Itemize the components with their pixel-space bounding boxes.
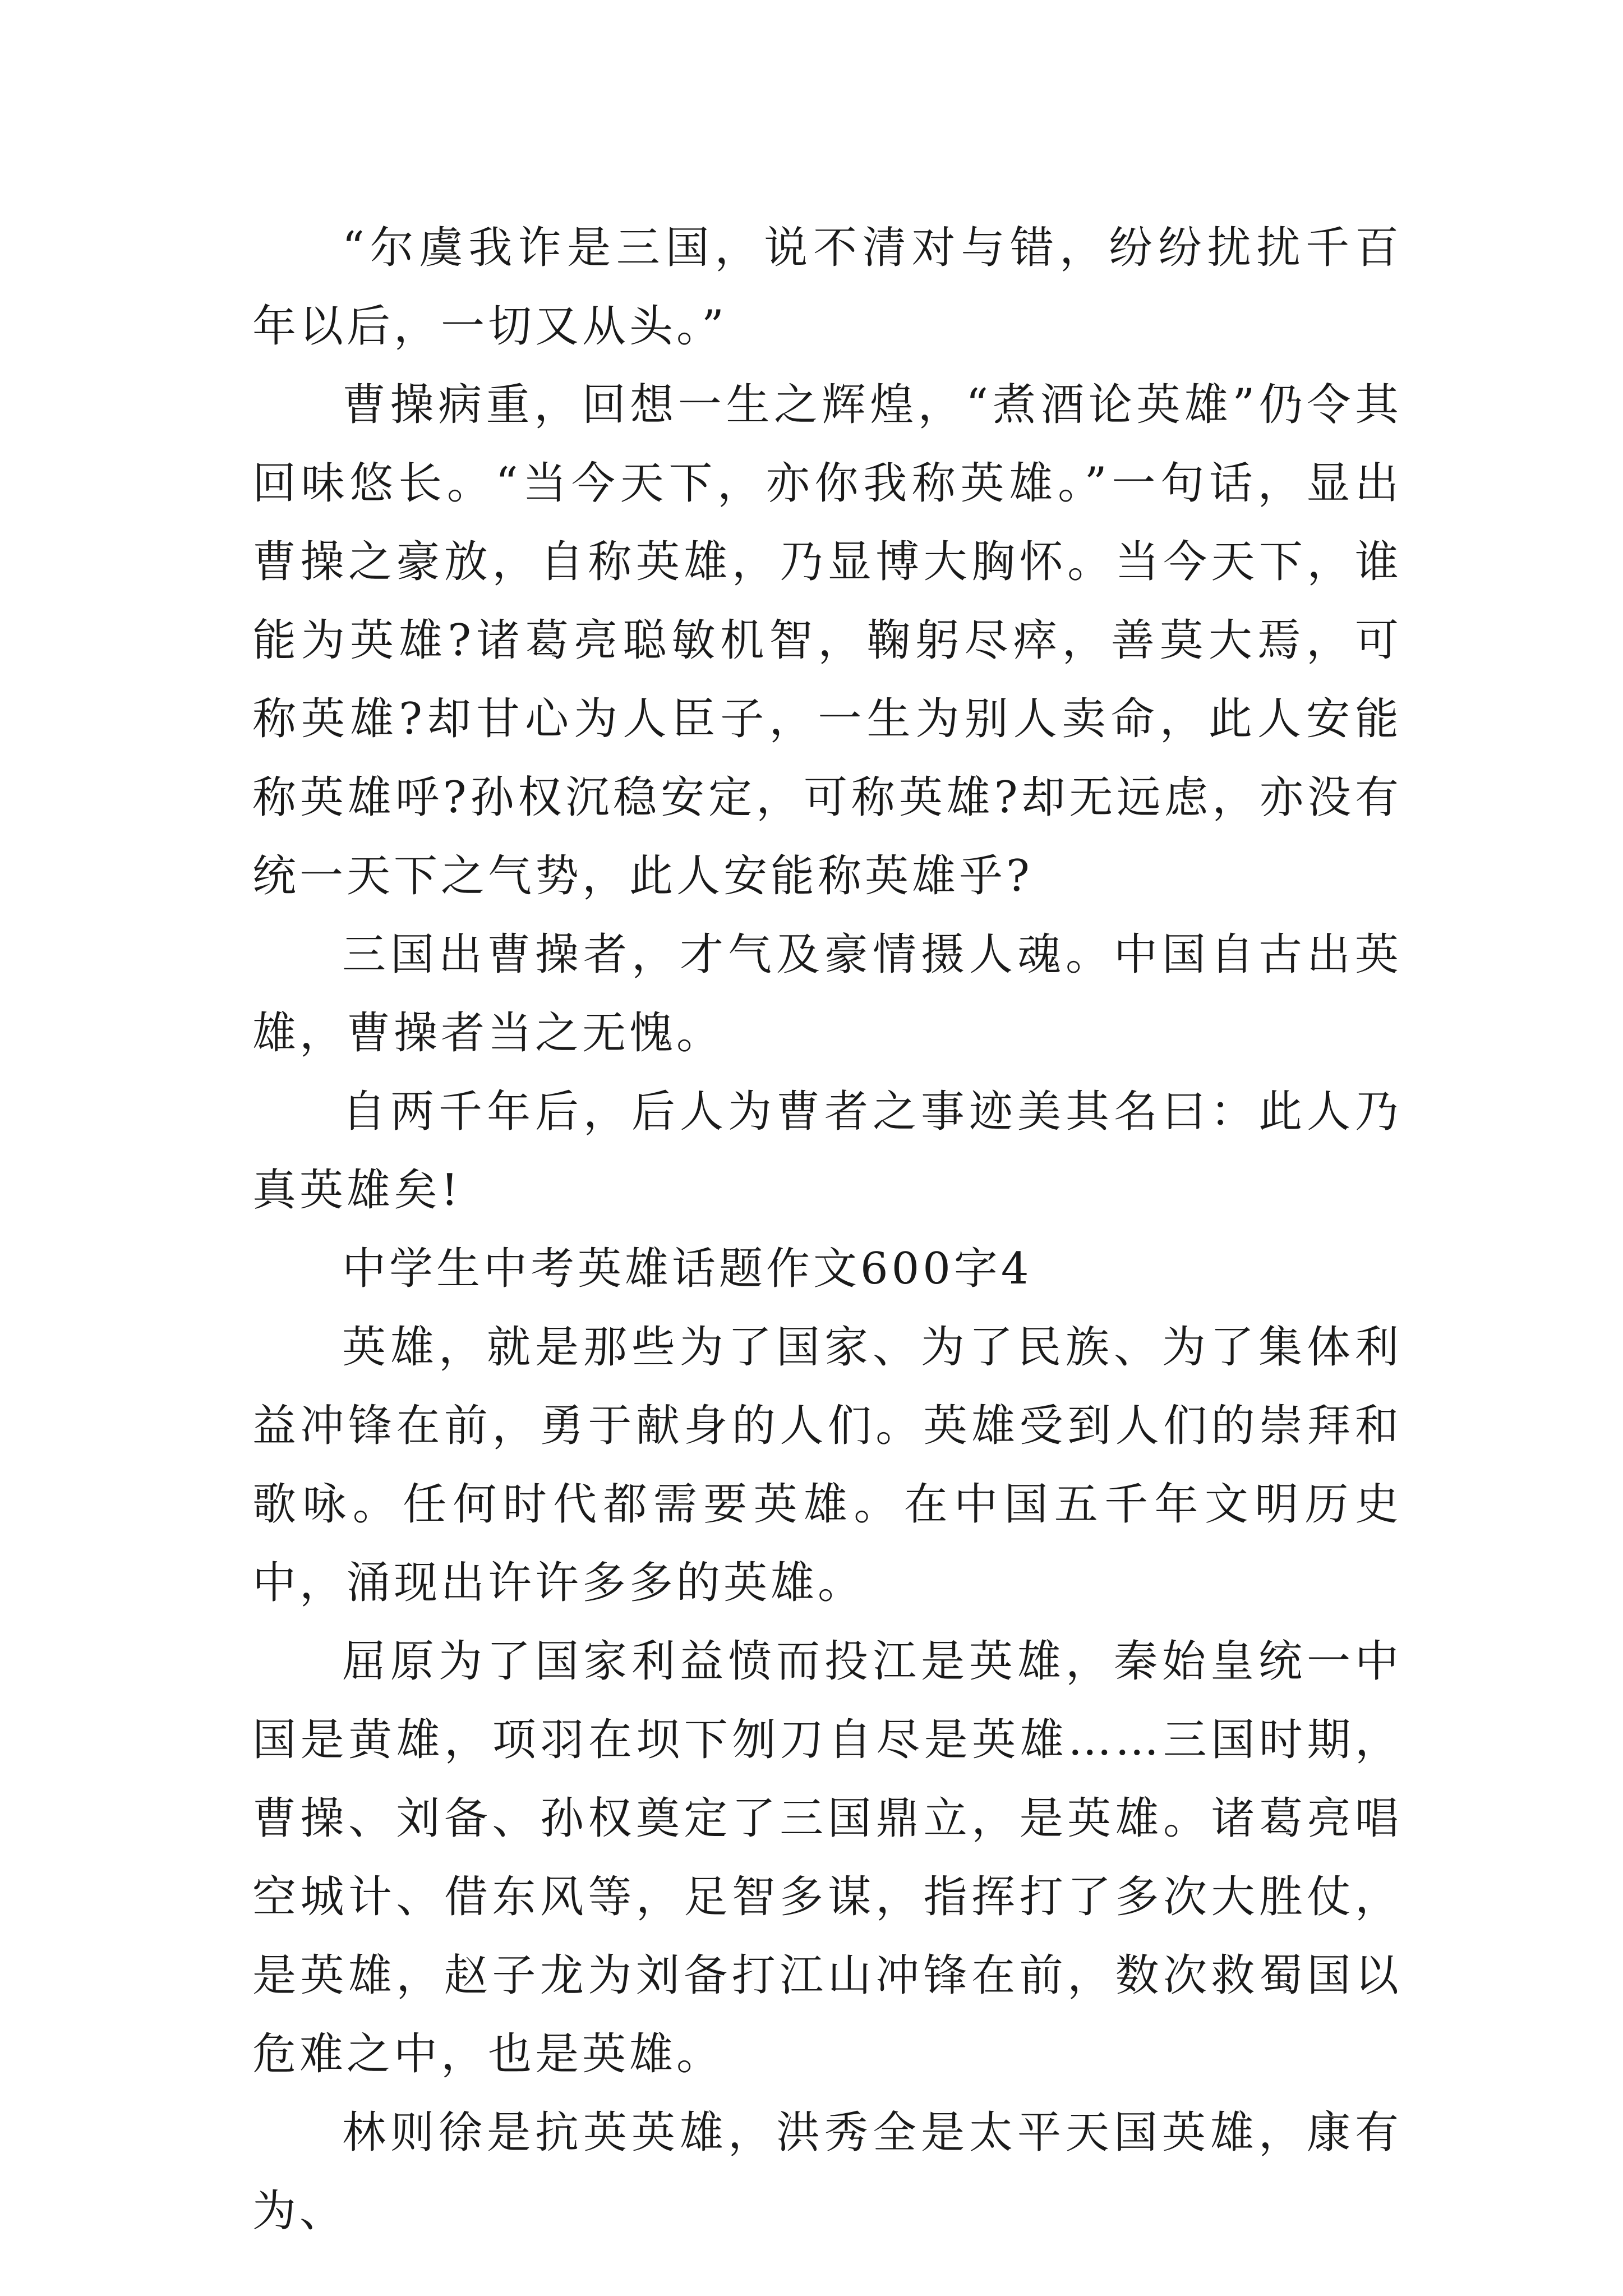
paragraph-two-thousand-years: 自两千年后，后人为曹者之事迹美其名曰：此人乃真英雄矣! — [252, 1087, 1402, 1216]
paragraph-three-kingdoms: 三国出曹操者，才气及豪情摄人魂。中国自古出英雄，曹操者当之无愧。 — [252, 930, 1402, 1059]
essay-title: 中学生中考英雄话题作文600字4 — [342, 1244, 1032, 1294]
paragraph-hero-definition: 英雄，就是那些为了国家、为了民族、为了集体利益冲锋在前，勇于献身的人们。英雄受到人们的崇拜和歌咏。任何时代都需要英雄。在中国五千年文明历史中，涌现出许许多多的英雄。 — [252, 1322, 1402, 1608]
paragraph-modern-heroes: 林则徐是抗英英雄，洪秀全是太平天国英雄，康有为、 — [252, 2108, 1402, 2237]
document-body — [252, 209, 1402, 2251]
paragraph-cao-cao-ill: 曹操病重，回想一生之辉煌，“煮酒论英雄”仍令其回味悠长。“当今天下，亦你我称英雄。”一句话，显出曹操之豪放，自称英雄，乃显博大胸怀。当今天下，谁能为英雄?诸葛亮聪敏机智，鞠躬尽瘁，善莫大焉，可称英雄?却甘心为人臣子，一生为别人卖命，此人安能称英雄呼?孙权沉稳安定，可称英雄?却无远虑，亦没有统一天下之气势，此人安能称英雄乎? — [252, 380, 1402, 901]
paragraph-quote: “尔虞我诈是三国，说不清对与错，纷纷扰扰千百年以后，一切又从头。” — [252, 223, 1402, 352]
paragraph-historic-heroes: 屈原为了国家利益愤而投江是英雄，秦始皇统一中国是黄雄，项羽在坝下刎刀自尽是英雄……三国时期，曹操、刘备、孙权奠定了三国鼎立，是英雄。诸葛亮唱空城计、借东风等，足智多谋，指挥打了多次大胜仗，是英雄，赵子龙为刘备打江山冲锋在前，数次救蜀国以危难之中，也是英雄。 — [252, 1636, 1402, 2079]
